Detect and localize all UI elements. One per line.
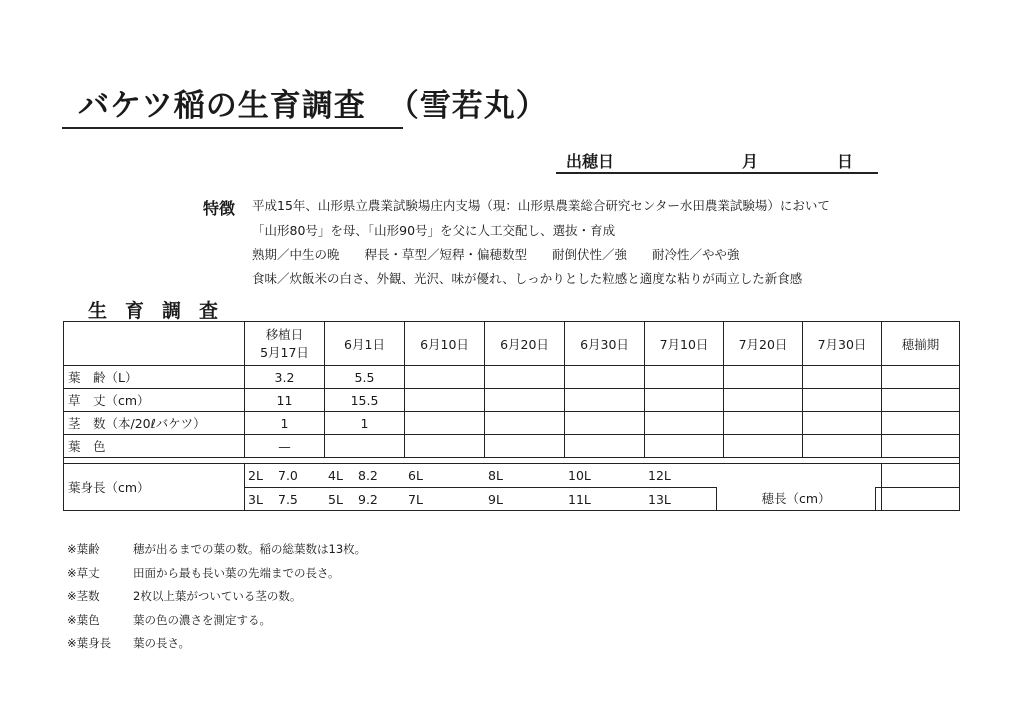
row-label: 葉身長（cm） xyxy=(64,464,245,511)
heading-month: 月 xyxy=(742,152,759,171)
table-cell xyxy=(325,435,405,458)
table-cell xyxy=(405,435,485,458)
note-key: ※茎数 xyxy=(67,589,100,603)
row-label: 葉 齢（L） xyxy=(64,366,245,389)
header-date: 7月20日 xyxy=(724,322,803,366)
table-cell xyxy=(645,389,724,412)
page-title xyxy=(78,80,548,125)
leaf-length-row xyxy=(64,464,960,511)
table-cell xyxy=(485,389,565,412)
table-cell: 11 xyxy=(245,389,325,412)
table-cell xyxy=(405,389,485,412)
header-date: 6月20日 xyxy=(485,322,565,366)
section-title: 生育調査 xyxy=(88,300,237,322)
header-transplant-date: 5月17日 xyxy=(260,344,309,360)
table-cell xyxy=(565,435,645,458)
variety-name: （雪若丸） xyxy=(387,88,548,124)
table-cell xyxy=(565,389,645,412)
leaf-length-cell xyxy=(245,464,882,511)
table-cell xyxy=(882,412,960,435)
row-label: 葉 色 xyxy=(64,435,245,458)
leaf-length-item: 9.2 xyxy=(358,492,378,507)
leaf-length-item: 7L xyxy=(408,492,423,507)
leaf-length-item: 6L xyxy=(408,468,423,483)
leaf-length-item: 8L xyxy=(488,468,503,483)
note-key: ※葉身長 xyxy=(67,636,112,650)
header-date: 7月30日 xyxy=(803,322,882,366)
table-row xyxy=(64,435,960,458)
heading-day: 日 xyxy=(837,152,854,171)
ear-length-divider xyxy=(882,487,959,488)
features-label: 特徴 xyxy=(203,199,236,218)
table-cell xyxy=(882,366,960,389)
title-underline xyxy=(62,127,403,129)
row-label: 草 丈（cm） xyxy=(64,389,245,412)
note-text: 葉の長さ。 xyxy=(133,636,191,650)
table-row xyxy=(64,389,960,412)
table-row xyxy=(64,412,960,435)
note-key: ※草丈 xyxy=(67,565,100,580)
heading-label: 出穂日 xyxy=(566,152,615,171)
row-label: 茎 数（本/20ℓバケツ） xyxy=(64,412,245,435)
leaf-length-item: 7.0 xyxy=(278,468,298,483)
header-date: 7月10日 xyxy=(645,322,724,366)
header-transplant-label: 移植日 xyxy=(265,326,304,342)
table-row xyxy=(64,366,960,389)
leaf-length-item: 9L xyxy=(488,492,503,507)
leaf-length-item: 11L xyxy=(568,492,591,507)
table-cell: 15.5 xyxy=(325,389,405,412)
table-cell xyxy=(405,412,485,435)
note-text: 葉の色の濃さを測定する。 xyxy=(133,612,271,627)
table-cell xyxy=(724,366,803,389)
note-text: 田面から最も長い葉の先端までの長さ。 xyxy=(133,565,340,580)
header-transplant xyxy=(245,322,325,366)
title-text: バケツ稲の生育調査 xyxy=(78,88,366,124)
table-cell xyxy=(405,366,485,389)
ear-length-label: 穂長（cm） xyxy=(716,487,876,510)
table-cell xyxy=(645,412,724,435)
table-cell xyxy=(485,435,565,458)
table-cell xyxy=(803,389,882,412)
note-key: ※葉齢 xyxy=(67,542,100,556)
table-cell: 5.5 xyxy=(325,366,405,389)
table-cell xyxy=(803,412,882,435)
heading-underline xyxy=(556,172,878,174)
leaf-length-item: 3L xyxy=(248,492,263,507)
leaf-length-item: 2L xyxy=(248,468,263,483)
header-corner xyxy=(64,322,245,366)
table-cell xyxy=(724,412,803,435)
feature-line: 平成15年、山形県立農業試験場庄内支場（現：山形県農業総合研究センター水田農業試験場）において xyxy=(252,198,830,213)
table-cell xyxy=(724,389,803,412)
table-cell xyxy=(882,435,960,458)
table-cell: 3.2 xyxy=(245,366,325,389)
table-cell xyxy=(803,435,882,458)
leaf-length-item: 4L xyxy=(328,468,343,483)
leaf-length-item: 5L xyxy=(328,492,343,507)
note-key: ※葉色 xyxy=(67,612,100,627)
leaf-length-item: 8.2 xyxy=(358,468,378,483)
note-text: 2枚以上葉がついている茎の数。 xyxy=(133,589,302,603)
header-date: 6月1日 xyxy=(325,322,405,366)
table-cell xyxy=(485,366,565,389)
table-cell: 1 xyxy=(245,412,325,435)
table-cell xyxy=(724,435,803,458)
table-cell: — xyxy=(245,435,325,458)
feature-line: 食味／炊飯米の白さ、外観、光沢、味が優れ、しっかりとした粒感と適度な粘りが両立した新食感 xyxy=(252,271,803,286)
leaf-length-item: 7.5 xyxy=(278,492,298,507)
note-text: 穂が出るまでの葉の数。稲の総葉数は13枚。 xyxy=(133,542,367,556)
growth-survey-table xyxy=(63,321,960,511)
table-cell xyxy=(803,366,882,389)
header-date: 6月10日 xyxy=(405,322,485,366)
table-cell xyxy=(882,389,960,412)
table-header-row xyxy=(64,322,960,366)
leaf-length-item: 12L xyxy=(648,468,671,483)
table-cell xyxy=(645,435,724,458)
leaf-length-item: 10L xyxy=(568,468,591,483)
table-cell xyxy=(485,412,565,435)
table-cell xyxy=(645,366,724,389)
leaf-length-item: 13L xyxy=(648,492,671,507)
table-cell: 1 xyxy=(325,412,405,435)
feature-line: 熟期／中生の晩 稈長・草型／短稈・偏穂数型 耐倒伏性／強 耐冷性／やや強 xyxy=(252,247,740,262)
header-date: 6月30日 xyxy=(565,322,645,366)
header-date: 穂揃期 xyxy=(882,322,960,366)
table-cell xyxy=(565,366,645,389)
table-cell xyxy=(565,412,645,435)
feature-line: 「山形80号」を母、「山形90号」を父に人工交配し、選抜・育成 xyxy=(252,223,616,238)
ear-length-cell xyxy=(882,464,960,511)
